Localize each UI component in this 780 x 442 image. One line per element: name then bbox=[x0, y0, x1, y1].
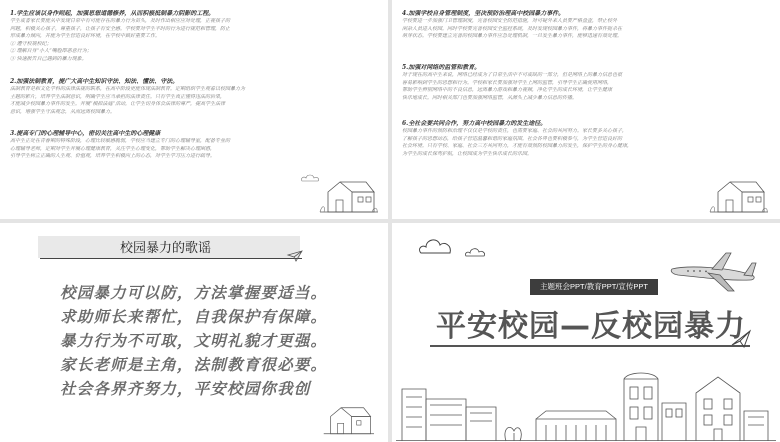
section-body bbox=[402, 18, 770, 41]
section-heading: 3.提高专门的心理辅导中心，密切关注高中生的心理健康 bbox=[10, 130, 161, 137]
body-line: ② 理解自身“小人”嘴脸即恶意行为； bbox=[10, 48, 92, 55]
poem-line: 家长老师是主角，法制教育很必要。 bbox=[60, 355, 328, 374]
body-line: 了解孩子的思想动态，给孩子营造温馨和谐的家庭氛围。社会各界也要积极参与，为学生营造良好的 bbox=[402, 135, 623, 142]
airplane-icon bbox=[668, 249, 758, 293]
body-line: 帮助学生辨别网络中的不良信息，远离暴力游戏和暴力视频，净化学生的成长环境，让学生健康 bbox=[402, 87, 613, 94]
section-heading: 6.全社会要共同合作，努力高中校园暴力的发生途径。 bbox=[402, 120, 547, 127]
paper-plane-icon bbox=[732, 331, 750, 347]
body-line: 形成暴力倾向，并能为学生营造良好环境，在学校中做好重要工作。 bbox=[10, 33, 161, 40]
body-line: 引导学生树立正确的人生观、价值观，培养学生积极向上的心态，对学生学习压力进行疏导。 bbox=[10, 153, 216, 160]
body-line: 问题，积极关心孩子，尊重孩子，让孩子有安全感。学校要对学生平时的行为进行规范和管理，防止 bbox=[10, 25, 231, 32]
section-4 bbox=[402, 10, 770, 41]
cloud-sketch-icon bbox=[418, 237, 454, 255]
body-line: 快乐地成长。同时相关部门也要加强网络监管，从源头上减少暴力信息的传播。 bbox=[402, 94, 578, 101]
slide-thumbnail-1[interactable] bbox=[0, 0, 388, 219]
body-line: 主题的影片，培养学生法制意识，明确学生应当承担的法律责任。只有学生真正懂得违法的后果， bbox=[10, 93, 226, 100]
body-line: 容易影响到学生的思想和行为。学校和家长要加强对学生上网的监管，引导学生正确使用网络， bbox=[402, 79, 613, 86]
body-line: 校园暴力事件的预防和治理不仅仅是学校的责任，也需要家庭、社会的共同努力。家长要多关心孩子， bbox=[402, 128, 628, 134]
subtitle-badge: 主题班会PPT/教育PPT/宣传PPT bbox=[530, 279, 658, 295]
house-sketch-icon bbox=[708, 176, 768, 214]
slide-thumbnail-4[interactable] bbox=[392, 223, 780, 442]
body-line: 为学生的成长保驾护航，让校园成为学生快乐成长的乐园。 bbox=[402, 150, 533, 157]
section-heading: 5.加强对网络的监管和教育。 bbox=[402, 64, 481, 71]
section-body bbox=[402, 72, 770, 102]
section-1 bbox=[10, 10, 378, 64]
section-body bbox=[10, 138, 378, 161]
main-title: 平安校园—反校园暴力 bbox=[436, 309, 746, 344]
section-3 bbox=[10, 130, 378, 161]
poem-block bbox=[60, 281, 350, 401]
title-underline bbox=[40, 258, 302, 259]
body-line: 对于现在的高中生来说，网络已经成为了日常生活中不可或缺的一部分，但是网络上的暴力信息也很 bbox=[402, 72, 623, 78]
paper-plane-icon bbox=[288, 251, 302, 261]
body-line: 高中生正处在青春期的特殊阶段，心理比较敏感脆弱，学校应当建立专门的心理辅导室，配备专业的 bbox=[10, 138, 231, 144]
slide-title: 校园暴力的歌谣 bbox=[120, 241, 212, 256]
section-heading: 4.加强学校自身管理制度，坚决预防治理高中校园暴力事件。 bbox=[402, 10, 565, 17]
section-body bbox=[10, 18, 378, 64]
section-body bbox=[402, 128, 770, 158]
section-heading: 2.加强法制教育，提广大高中生知识守法、知法、懂法、守法。 bbox=[10, 78, 179, 85]
body-line: 学生或者家长要能从中发现日常中有可能存在的暴力行为苗头，及时作出相应应对处理，正视孩子的 bbox=[10, 18, 231, 24]
section-body bbox=[10, 86, 378, 116]
body-line: 心理辅导老师，定期对学生开展心理健康教育，关注学生心理变化，帮助学生解决心理困惑， bbox=[10, 145, 216, 152]
body-line: 意识，增强学生守法观念，从而远离校园暴力。 bbox=[10, 108, 116, 115]
poem-line: 校园暴力可以防，方法掌握要适当。 bbox=[60, 283, 328, 302]
title-underline bbox=[430, 345, 750, 347]
body-line: 法制教育是和文化学科的法律法规的联系，在高中阶段更能体现法制教育。定期组织学生观看以校园暴力为 bbox=[10, 86, 246, 92]
slide-thumbnail-2[interactable] bbox=[392, 0, 780, 219]
body-line: ③ 快速报告自己遇到的暴力现象。 bbox=[10, 55, 87, 62]
city-sketch-illustration bbox=[396, 349, 776, 441]
body-line: 社会环境。只有学校、家庭、社会三方共同努力，才能有效预防校园暴力的发生，保护学生的身心健康， bbox=[402, 143, 633, 150]
poem-line: 社会各界齐努力，平安校园你我创 bbox=[60, 379, 311, 398]
cloud-sketch-icon bbox=[300, 174, 320, 182]
body-line: 才能减少校园暴力事件的发生。开展“模拟法庭”活动，让学生切身体会法律的尊严，提高学生法律 bbox=[10, 101, 226, 108]
poem-line: 暴力行为不可取，文明礼貌才更强。 bbox=[60, 331, 328, 350]
body-line: 学校要进一步加强门卫管理制度，完善校园安全防范措施，对可疑外来人员要严格盘查，禁止校外 bbox=[402, 18, 618, 24]
cloud-sketch-icon bbox=[464, 247, 486, 257]
section-2 bbox=[10, 78, 378, 116]
house-sketch-icon bbox=[322, 401, 374, 437]
body-line: 萌芽状态。学校要建立完善的校园暴力事件应急处理机制，一旦发生暴力事件，能够迅速有效处理。 bbox=[402, 33, 623, 40]
house-sketch-icon bbox=[318, 176, 378, 214]
body-line: ① 遵守校规校纪； bbox=[10, 40, 52, 47]
poem-line: 求助师长来帮忙，自我保护有保障。 bbox=[60, 307, 328, 326]
body-line: 闲杂人员进入校园。同时学校要完善校园安全监控系统，及时发现校园暴力事件，将暴力事件扼杀在 bbox=[402, 25, 623, 32]
section-heading: 1.学生应该以身作则起，加强思想道德修养，从而积极抵制暴力阴影的工程。 bbox=[10, 10, 215, 17]
section-6 bbox=[402, 120, 770, 158]
section-5 bbox=[402, 64, 770, 102]
slide-thumbnail-3[interactable] bbox=[0, 223, 388, 442]
